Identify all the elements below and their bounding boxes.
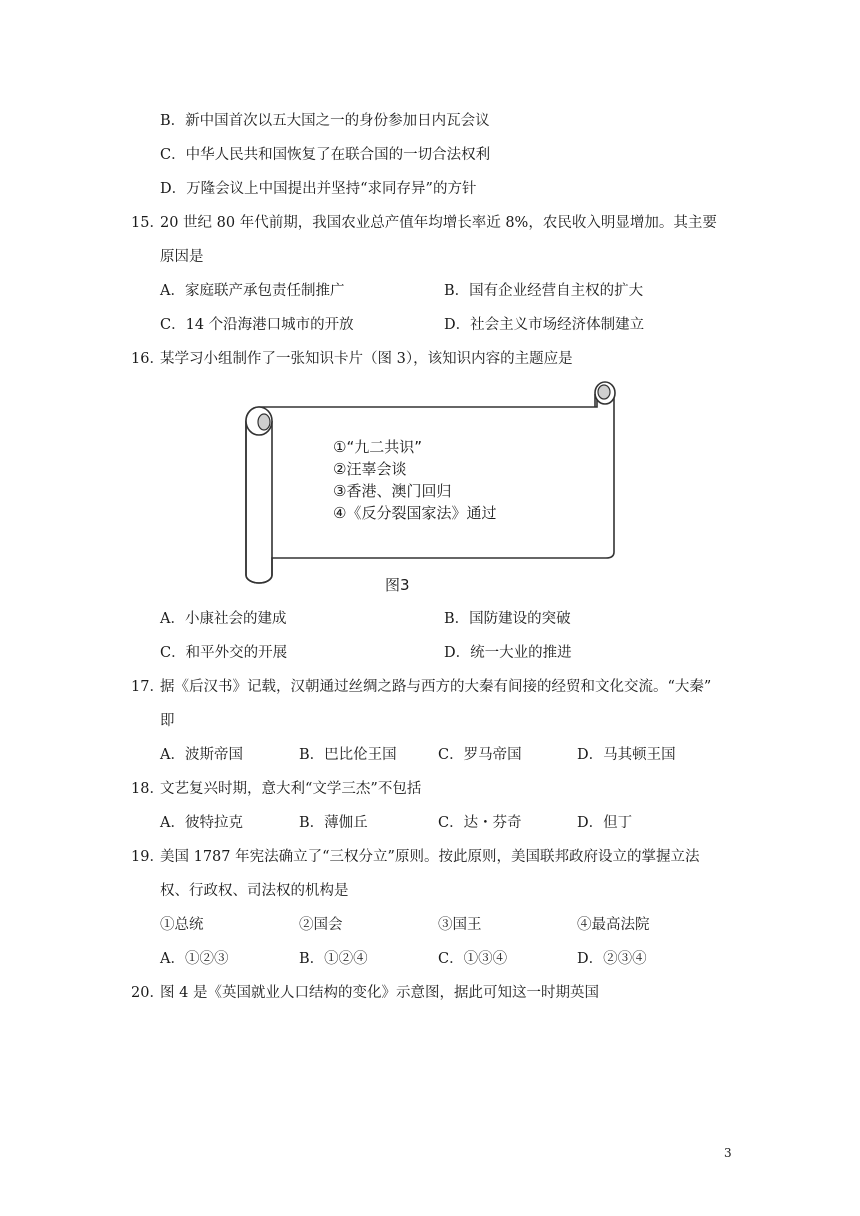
knowledge-card-figure bbox=[242, 380, 618, 585]
figure-caption: 图3 bbox=[385, 576, 410, 594]
q18-number: 18． bbox=[131, 781, 164, 797]
q19-option-a: A．①②③ bbox=[160, 951, 229, 967]
q19-item-4: ④最高法院 bbox=[577, 917, 650, 933]
q18-option-a: A．彼特拉克 bbox=[160, 815, 243, 831]
q19-option-d: D．②③④ bbox=[577, 951, 647, 967]
q16-stem: 某学习小组制作了一张知识卡片（图 3），该知识内容的主题应是 bbox=[160, 351, 573, 367]
page-number: 3 bbox=[724, 1146, 732, 1160]
q19-item-3: ③国王 bbox=[438, 917, 482, 933]
q17-stem-line2: 即 bbox=[160, 713, 175, 729]
q19-item-2: ②国会 bbox=[299, 917, 343, 933]
q15-number: 15． bbox=[131, 215, 164, 231]
q17-stem-line1: 据《后汉书》记载，汉朝通过丝绸之路与西方的大秦有间接的经贸和文化交流。“大秦” bbox=[160, 679, 712, 695]
q20-stem: 图 4 是《英国就业人口结构的变化》示意图，据此可知这一时期英国 bbox=[160, 985, 599, 1001]
q19-option-c: C．①③④ bbox=[438, 951, 508, 967]
q18-option-c: C．达・芬奇 bbox=[438, 815, 522, 831]
q15-stem-line1: 20 世纪 80 年代前期，我国农业总产值年均增长率近 8%，农民收入明显增加。其主要 bbox=[160, 215, 717, 231]
q17-option-a: A．波斯帝国 bbox=[160, 747, 243, 763]
q16-option-a: A．小康社会的建成 bbox=[160, 611, 287, 627]
q14-option-c: C．中华人民共和国恢复了在联合国的一切合法权利 bbox=[160, 147, 491, 163]
q16-number: 16． bbox=[131, 351, 164, 367]
q17-option-d: D．马其顿王国 bbox=[577, 747, 676, 763]
q19-number: 19． bbox=[131, 849, 164, 865]
q16-option-c: C．和平外交的开展 bbox=[160, 645, 288, 661]
q19-stem-line1: 美国 1787 年宪法确立了“三权分立”原则。按此原则，美国联邦政府设立的掌握立法 bbox=[160, 849, 700, 865]
q18-option-b: B．薄伽丘 bbox=[299, 815, 368, 831]
q15-option-d: D．社会主义市场经济体制建立 bbox=[444, 317, 645, 333]
q17-option-c: C．罗马帝国 bbox=[438, 747, 522, 763]
q15-option-a: A．家庭联产承包责任制推广 bbox=[160, 283, 345, 299]
q19-option-b: B．①②④ bbox=[299, 951, 368, 967]
q15-stem-line2: 原因是 bbox=[160, 249, 204, 265]
q19-item-1: ①总统 bbox=[160, 917, 204, 933]
q20-number: 20． bbox=[131, 985, 164, 1001]
q17-number: 17． bbox=[131, 679, 164, 695]
q15-option-b: B．国有企业经营自主权的扩大 bbox=[444, 283, 644, 299]
q16-option-b: B．国防建设的突破 bbox=[444, 611, 571, 627]
card-item-1: ①“九二共识” bbox=[333, 438, 422, 456]
q18-stem: 文艺复兴时期，意大利“文学三杰”不包括 bbox=[160, 781, 422, 797]
q16-option-d: D．统一大业的推进 bbox=[444, 645, 572, 661]
q14-option-d: D．万隆会议上中国提出并坚持“求同存异”的方针 bbox=[160, 181, 477, 197]
q17-option-b: B．巴比伦王国 bbox=[299, 747, 397, 763]
q18-option-d: D．但丁 bbox=[577, 815, 633, 831]
q14-option-b: B．新中国首次以五大国之一的身份参加日内瓦会议 bbox=[160, 113, 490, 129]
card-item-4: ④《反分裂国家法》通过 bbox=[333, 504, 497, 522]
card-item-3: ③香港、澳门回归 bbox=[333, 482, 452, 500]
q19-stem-line2: 权、行政权、司法权的机构是 bbox=[160, 883, 349, 899]
q15-option-c: C．14 个沿海港口城市的开放 bbox=[160, 317, 354, 333]
card-item-2: ②汪辜会谈 bbox=[333, 460, 407, 478]
